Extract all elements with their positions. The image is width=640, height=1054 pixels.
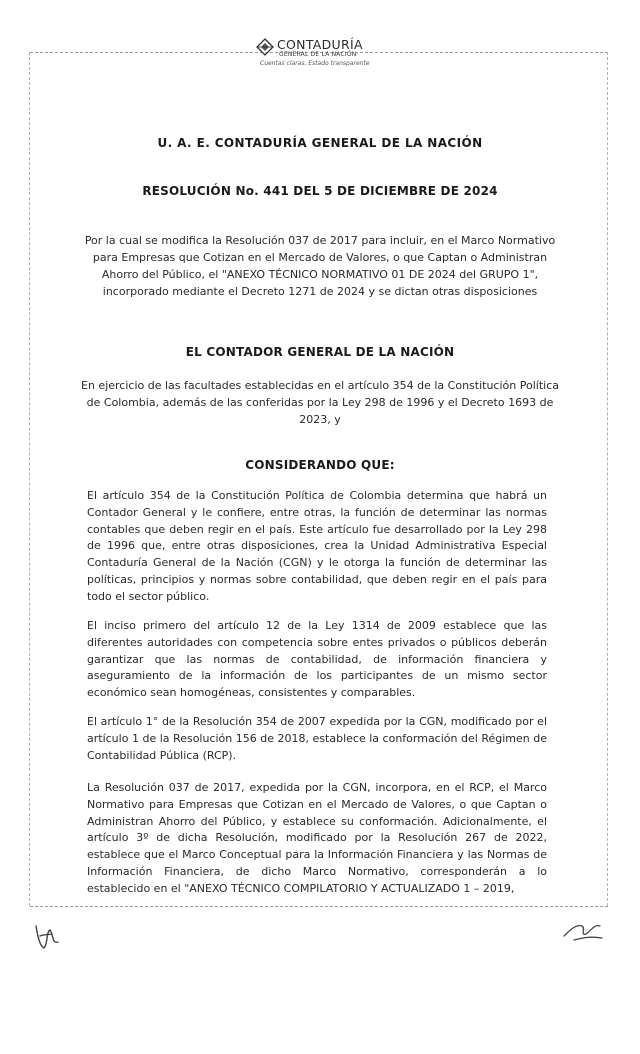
paragraph: El inciso primero del artículo 12 de la Ley 1314 de 2009 establece que las diferentes autoridades con competencia sobre entes privados o públicos deberán garantizar que las normas de contabilidad, de información financiera y aseguramiento de la información de los participantes de un mismo sector económico sean homogéneas, consistentes y comparables.	[87, 619, 547, 700]
initials-mark-right	[560, 916, 606, 946]
logo-name: CONTADURÍA	[277, 37, 363, 52]
logo-emblem-icon	[256, 38, 274, 56]
page-frame-right	[607, 52, 608, 906]
logo-tagline: Cuentas claras, Estado transparente	[260, 60, 370, 67]
considering-heading: CONSIDERANDO QUE:	[245, 458, 395, 472]
logo-subtitle: GENERAL DE LA NACIÓN	[279, 51, 357, 58]
entity-title: U. A. E. CONTADURÍA GENERAL DE LA NACIÓN	[157, 136, 483, 150]
page-frame-bottom	[30, 906, 608, 907]
contaduria-logo	[256, 36, 386, 70]
paragraph: El artículo 1° de la Resolución 354 de 2007 expedida por la CGN, modificado por el artículo 1 de la Resolución 156 de 2018, establece la conformación del Régimen de Contabilidad Pública (RCP).	[87, 715, 547, 762]
resolution-title: RESOLUCIÓN No. 441 DEL 5 DE DICIEMBRE DE 2024	[142, 184, 498, 198]
initials-mark-left	[30, 918, 70, 954]
issuer-heading: EL CONTADOR GENERAL DE LA NACIÓN	[185, 345, 455, 359]
paragraph: La Resolución 037 de 2017, expedida por la CGN, incorpora, en el RCP, el Marco Normativo para Empresas que Cotizan en el Mercado de Valores, o que Captan o Administran Ahorro del Público, y establece su conformación. Adicionalmente, el artículo 3º de dicha Resolución, modificado por la Resolución 267 de 2022, establece que el Marco Conceptual para la Información Financiera y las Normas de Información Financiera, de dicho Marco Normativo, corresponderán a lo establecido en el "ANEXO TÉCNICO COMPILATORIO Y ACTUALIZADO 1 – 2019,	[87, 781, 547, 895]
page-frame-left	[29, 52, 30, 906]
paragraph: El artículo 354 de la Constitución Política de Colombia determina que habrá un Contador General y le confiere, entre otras, la función de determinar las normas contables que deben regir en el país. Este artículo fue desarrollado por la Ley 298 de 1996 que, entre otras disposiciones, crea la Unidad Administrativa Especial Contaduría General de la Nación (CGN) y le otorga la función de determinar las políticas, principios y normas sobre contabilidad, que deben regir en el país para todo el sector público.	[87, 489, 547, 603]
resolution-summary: Por la cual se modifica la Resolución 037 de 2017 para incluir, en el Marco Normativo para Empresas que Cotizan en el Mercado de Valores, o que Captan o Administran Ahorro del Público, el "ANEXO TÉCNICO NORMATIVO 01 DE 2024 del GRUPO 1", incorporado mediante el Decreto 1271 de 2024 y se dictan otras disposiciones	[84, 234, 556, 298]
authority-statement: En ejercicio de las facultades establecidas en el artículo 354 de la Constitución Política de Colombia, además de las conferidas por la Ley 298 de 1996 y el Decreto 1693 de 2023, y	[81, 379, 559, 426]
